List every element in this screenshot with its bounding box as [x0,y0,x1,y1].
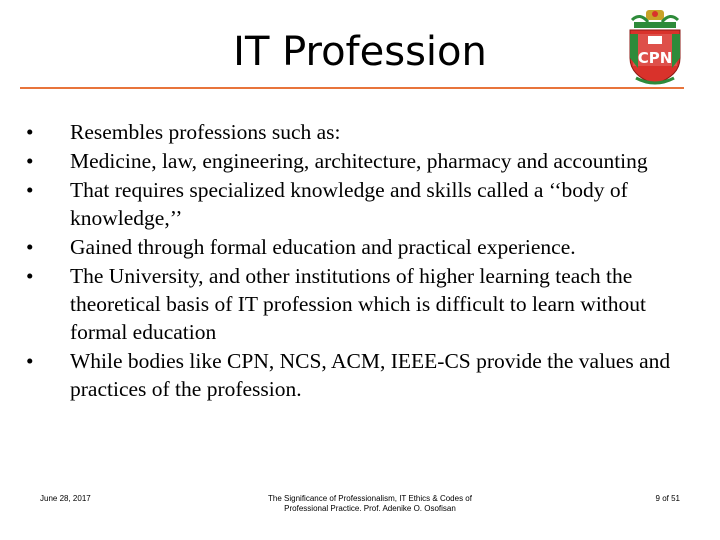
bullet-list [26,118,686,404]
bullet-marker: • [26,149,34,173]
bullet-marker: • [26,178,34,202]
footer-date: June 28, 2017 [40,494,91,503]
crest-top [632,10,678,28]
bullet-item [26,118,686,146]
bullet-text: That requires specialized knowledge and skills called a ‘‘body of knowledge,’’ [70,178,628,230]
bullet-marker: • [26,264,34,288]
bullet-marker: • [26,235,34,259]
bullet-marker: • [26,120,34,144]
page-number: 9 of 51 [655,494,680,503]
footer-title-line1: The Significance of Professionalism, IT Ethics & Codes of [268,494,472,503]
title-divider [20,87,684,89]
bullet-marker: • [26,349,34,373]
bullet-text: Medicine, law, engineering, architecture, pharmacy and accounting [70,149,648,173]
crest-shield [630,30,680,84]
slide-title: IT Profession [233,29,487,75]
cpn-crest-logo [624,8,686,88]
bullet-text: While bodies like CPN, NCS, ACM, IEEE-CS provide the values and practices of the profession. [70,349,671,401]
footer-title [220,494,520,514]
bullet-item [26,233,686,261]
svg-text:CPN: CPN [637,49,673,67]
bullet-item [26,147,686,175]
footer-title-line2: Professional Practice. Prof. Adenike O. Osofisan [284,504,456,513]
bullet-item [26,347,686,403]
bullet-text: Gained through formal education and practical experience. [70,235,576,259]
bullet-text: Resembles professions such as: [70,120,341,144]
bullet-item [26,262,686,346]
bullet-item [26,176,686,232]
bullet-text: The University, and other institutions of higher learning teach the theoretical basis of IT profession which is difficult to learn without formal education [70,264,646,344]
